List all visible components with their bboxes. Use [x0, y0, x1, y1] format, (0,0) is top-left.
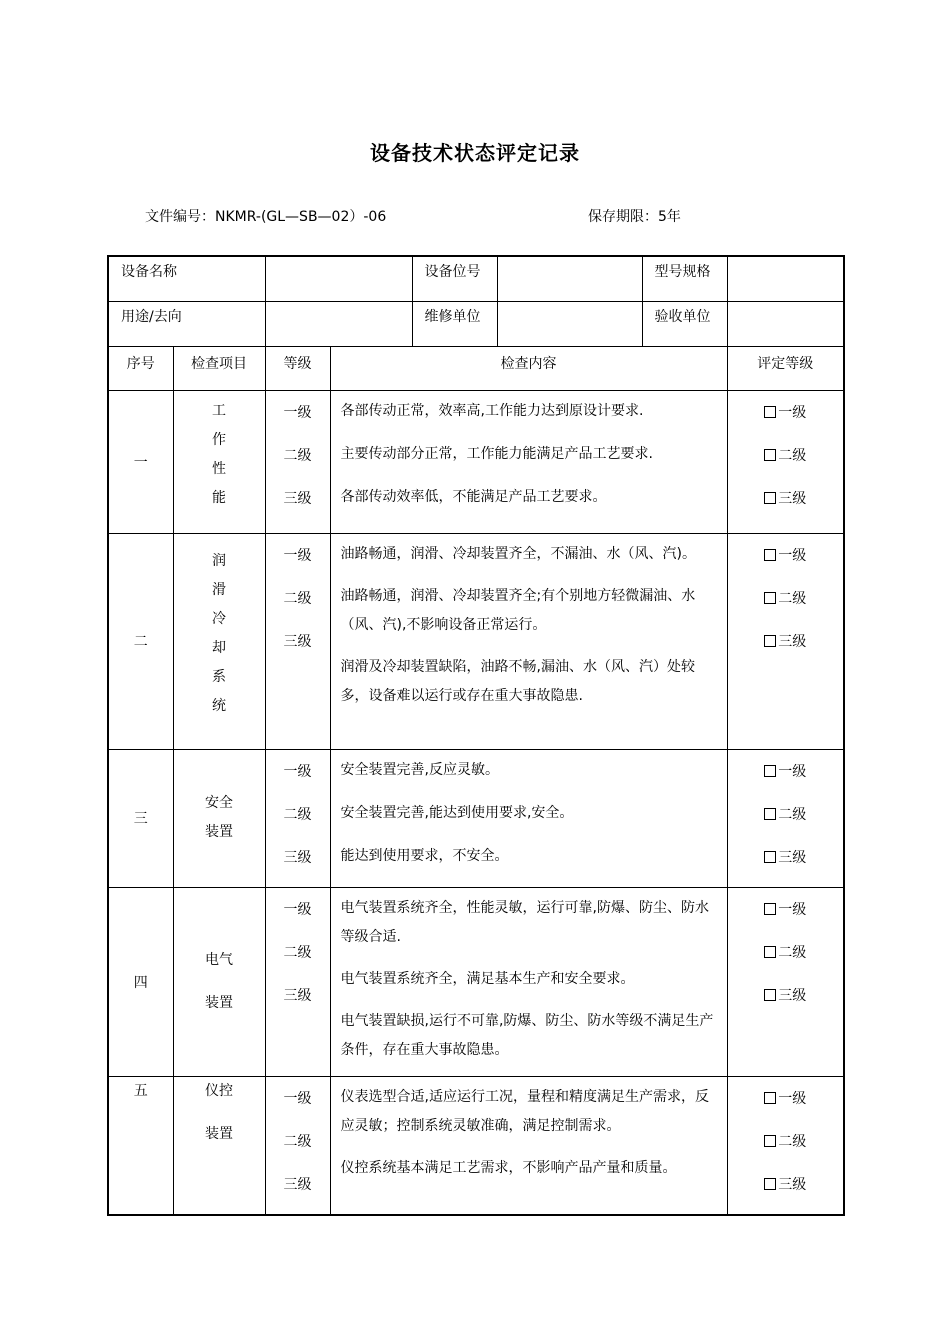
acceptance-unit-label: 验收单位	[642, 301, 727, 346]
col-rating: 评定等级	[727, 346, 844, 390]
content-line: 安全装置完善,反应灵敏。	[340, 761, 499, 778]
grade-label: 三级	[283, 490, 312, 507]
rating-checkbox-1[interactable]: 一级	[728, 542, 844, 585]
content-line: 仪表选型合适,适应运行工况，量程和精度满足生产需求，反应灵敏；控制系统灵敏准确，满足控制需求。	[340, 1088, 709, 1134]
model-spec-label: 型号规格	[642, 256, 727, 301]
usage-label: 用途/去向	[108, 301, 265, 346]
grade-label: 三级	[283, 849, 312, 866]
check-item-char: 统	[212, 697, 226, 714]
row-number: 二	[108, 533, 173, 749]
check-item-char: 性	[212, 460, 226, 477]
model-spec-field[interactable]	[727, 256, 844, 301]
grade-label: 二级	[283, 1133, 312, 1150]
equip-location-field[interactable]	[497, 256, 642, 301]
content-line: 油路畅通，润滑、冷却装置齐全，不漏油、水（风、汽)。	[340, 545, 696, 562]
rating-options	[727, 533, 844, 749]
rating-options	[727, 390, 844, 533]
content-line: 主要传动部分正常，工作能力能满足产品工艺要求.	[340, 445, 653, 462]
table-row	[108, 533, 844, 749]
grade-list	[265, 887, 330, 1076]
rating-checkbox-1[interactable]: 一级	[728, 399, 844, 442]
checkbox-icon	[764, 989, 776, 1001]
check-content	[330, 1076, 727, 1215]
grade-label: 一级	[283, 404, 312, 421]
check-item-char: 安全	[205, 795, 233, 811]
checkbox-icon	[764, 903, 776, 915]
rating-checkbox-1[interactable]: 一级	[728, 896, 844, 939]
grade-label: 二级	[283, 590, 312, 607]
grade-label: 二级	[283, 806, 312, 823]
grade-list	[265, 390, 330, 533]
checkbox-icon	[764, 406, 776, 418]
retention-period: 保存期限：5年	[588, 209, 681, 225]
checkbox-icon	[764, 592, 776, 604]
repair-unit-label: 维修单位	[412, 301, 497, 346]
content-line: 电气装置系统齐全，满足基本生产和安全要求。	[340, 970, 635, 987]
checkbox-icon	[764, 1092, 776, 1104]
check-item-char: 能	[212, 489, 226, 506]
content-line: 安全装置完善,能达到使用要求,安全。	[340, 804, 574, 821]
table-row	[108, 887, 844, 1076]
rating-checkbox-3[interactable]: 三级	[728, 1171, 844, 1214]
check-item-char: 装置	[205, 1125, 233, 1142]
checkbox-icon	[764, 946, 776, 958]
check-item-char: 却	[212, 639, 226, 656]
col-no: 序号	[108, 346, 173, 390]
check-item	[173, 533, 265, 749]
grade-list	[265, 533, 330, 749]
table-row	[108, 1076, 844, 1215]
rating-options	[727, 1076, 844, 1215]
row-number: 五	[108, 1076, 173, 1215]
rating-checkbox-1[interactable]: 一级	[728, 1085, 844, 1128]
check-item-char: 冷	[212, 610, 226, 627]
check-item	[173, 887, 265, 1076]
check-item-char: 装置	[205, 994, 233, 1011]
checkbox-icon	[764, 851, 776, 863]
checkbox-icon	[764, 765, 776, 777]
checkbox-icon	[764, 635, 776, 647]
content-line: 电气装置系统齐全，性能灵敏，运行可靠,防爆、防尘、防水等级合适.	[340, 899, 709, 945]
grade-label: 一级	[283, 1090, 312, 1107]
document-number: 文件编号：NKMR-(GL—SB—02）-06	[145, 209, 387, 225]
rating-checkbox-3[interactable]: 三级	[728, 485, 844, 528]
checkbox-icon	[764, 808, 776, 820]
rating-checkbox-3[interactable]: 三级	[728, 628, 844, 671]
check-item-char: 滑	[212, 581, 226, 598]
rating-checkbox-2[interactable]: 二级	[728, 442, 844, 485]
table-row	[108, 749, 844, 887]
rating-checkbox-2[interactable]: 二级	[728, 1128, 844, 1171]
content-line: 各部传动正常，效率高,工作能力达到原设计要求.	[340, 402, 644, 419]
equip-location-label: 设备位号	[412, 256, 497, 301]
table-row	[108, 390, 844, 533]
check-item-char: 润	[212, 552, 226, 569]
grade-list	[265, 749, 330, 887]
checkbox-icon	[764, 492, 776, 504]
check-item-char: 电气	[205, 951, 233, 968]
check-content	[330, 749, 727, 887]
assessment-table	[107, 255, 845, 1216]
rating-checkbox-2[interactable]: 二级	[728, 585, 844, 628]
content-line: 油路畅通，润滑、冷却装置齐全;有个别地方轻微漏油、水（风、汽),不影响设备正常运行。	[340, 587, 696, 633]
rating-options	[727, 749, 844, 887]
grade-label: 一级	[283, 763, 312, 780]
grade-label: 三级	[283, 1176, 312, 1193]
page-title: 设备技术状态评定记录	[370, 141, 580, 165]
header-row-2	[108, 301, 844, 346]
header-row-1	[108, 256, 844, 301]
col-item: 检查项目	[173, 346, 265, 390]
check-item	[173, 1076, 265, 1215]
col-grade: 等级	[265, 346, 330, 390]
row-number: 四	[108, 887, 173, 1076]
check-item-char: 工	[212, 402, 226, 419]
checkbox-icon	[764, 1178, 776, 1190]
content-line: 仪控系统基本满足工艺需求，不影响产品产量和质量。	[340, 1159, 677, 1176]
rating-checkbox-3[interactable]: 三级	[728, 982, 844, 1025]
grade-label: 三级	[283, 987, 312, 1004]
check-content	[330, 533, 727, 749]
content-line: 能达到使用要求，不安全。	[340, 847, 509, 864]
checkbox-icon	[764, 1135, 776, 1147]
check-item-char: 仪控	[205, 1082, 233, 1099]
acceptance-unit-field[interactable]	[727, 301, 844, 346]
check-item-char: 系	[212, 668, 226, 685]
content-line: 电气装置缺损,运行不可靠,防爆、防尘、防水等级不满足生产条件，存在重大事故隐患。	[340, 1012, 714, 1058]
content-line: 润滑及冷却装置缺陷，油路不畅,漏油、水（风、汽）处较多，设备难以运行或存在重大事故隐患.	[340, 658, 695, 704]
check-item-char: 作	[212, 431, 226, 448]
rating-checkbox-2[interactable]: 二级	[728, 801, 844, 844]
check-content	[330, 887, 727, 1076]
checkbox-icon	[764, 449, 776, 461]
rating-checkbox-1[interactable]: 一级	[728, 758, 844, 801]
grade-label: 一级	[283, 547, 312, 564]
content-line: 各部传动效率低，不能满足产品工艺要求。	[340, 488, 607, 505]
check-item	[173, 749, 265, 887]
check-item	[173, 390, 265, 533]
equip-name-label: 设备名称	[108, 256, 265, 301]
rating-checkbox-3[interactable]: 三级	[728, 844, 844, 887]
grade-list	[265, 1076, 330, 1215]
grade-label: 一级	[283, 901, 312, 918]
repair-unit-field[interactable]	[497, 301, 642, 346]
usage-field[interactable]	[265, 301, 412, 346]
checkbox-icon	[764, 549, 776, 561]
check-content	[330, 390, 727, 533]
row-number: 一	[108, 390, 173, 533]
rating-options	[727, 887, 844, 1076]
check-item-char: 装置	[205, 824, 233, 840]
row-number: 三	[108, 749, 173, 887]
grade-label: 二级	[283, 447, 312, 464]
column-header-row	[108, 346, 844, 390]
col-content: 检查内容	[330, 346, 727, 390]
equip-name-field[interactable]	[265, 256, 412, 301]
grade-label: 二级	[283, 944, 312, 961]
grade-label: 三级	[283, 633, 312, 650]
rating-checkbox-2[interactable]: 二级	[728, 939, 844, 982]
